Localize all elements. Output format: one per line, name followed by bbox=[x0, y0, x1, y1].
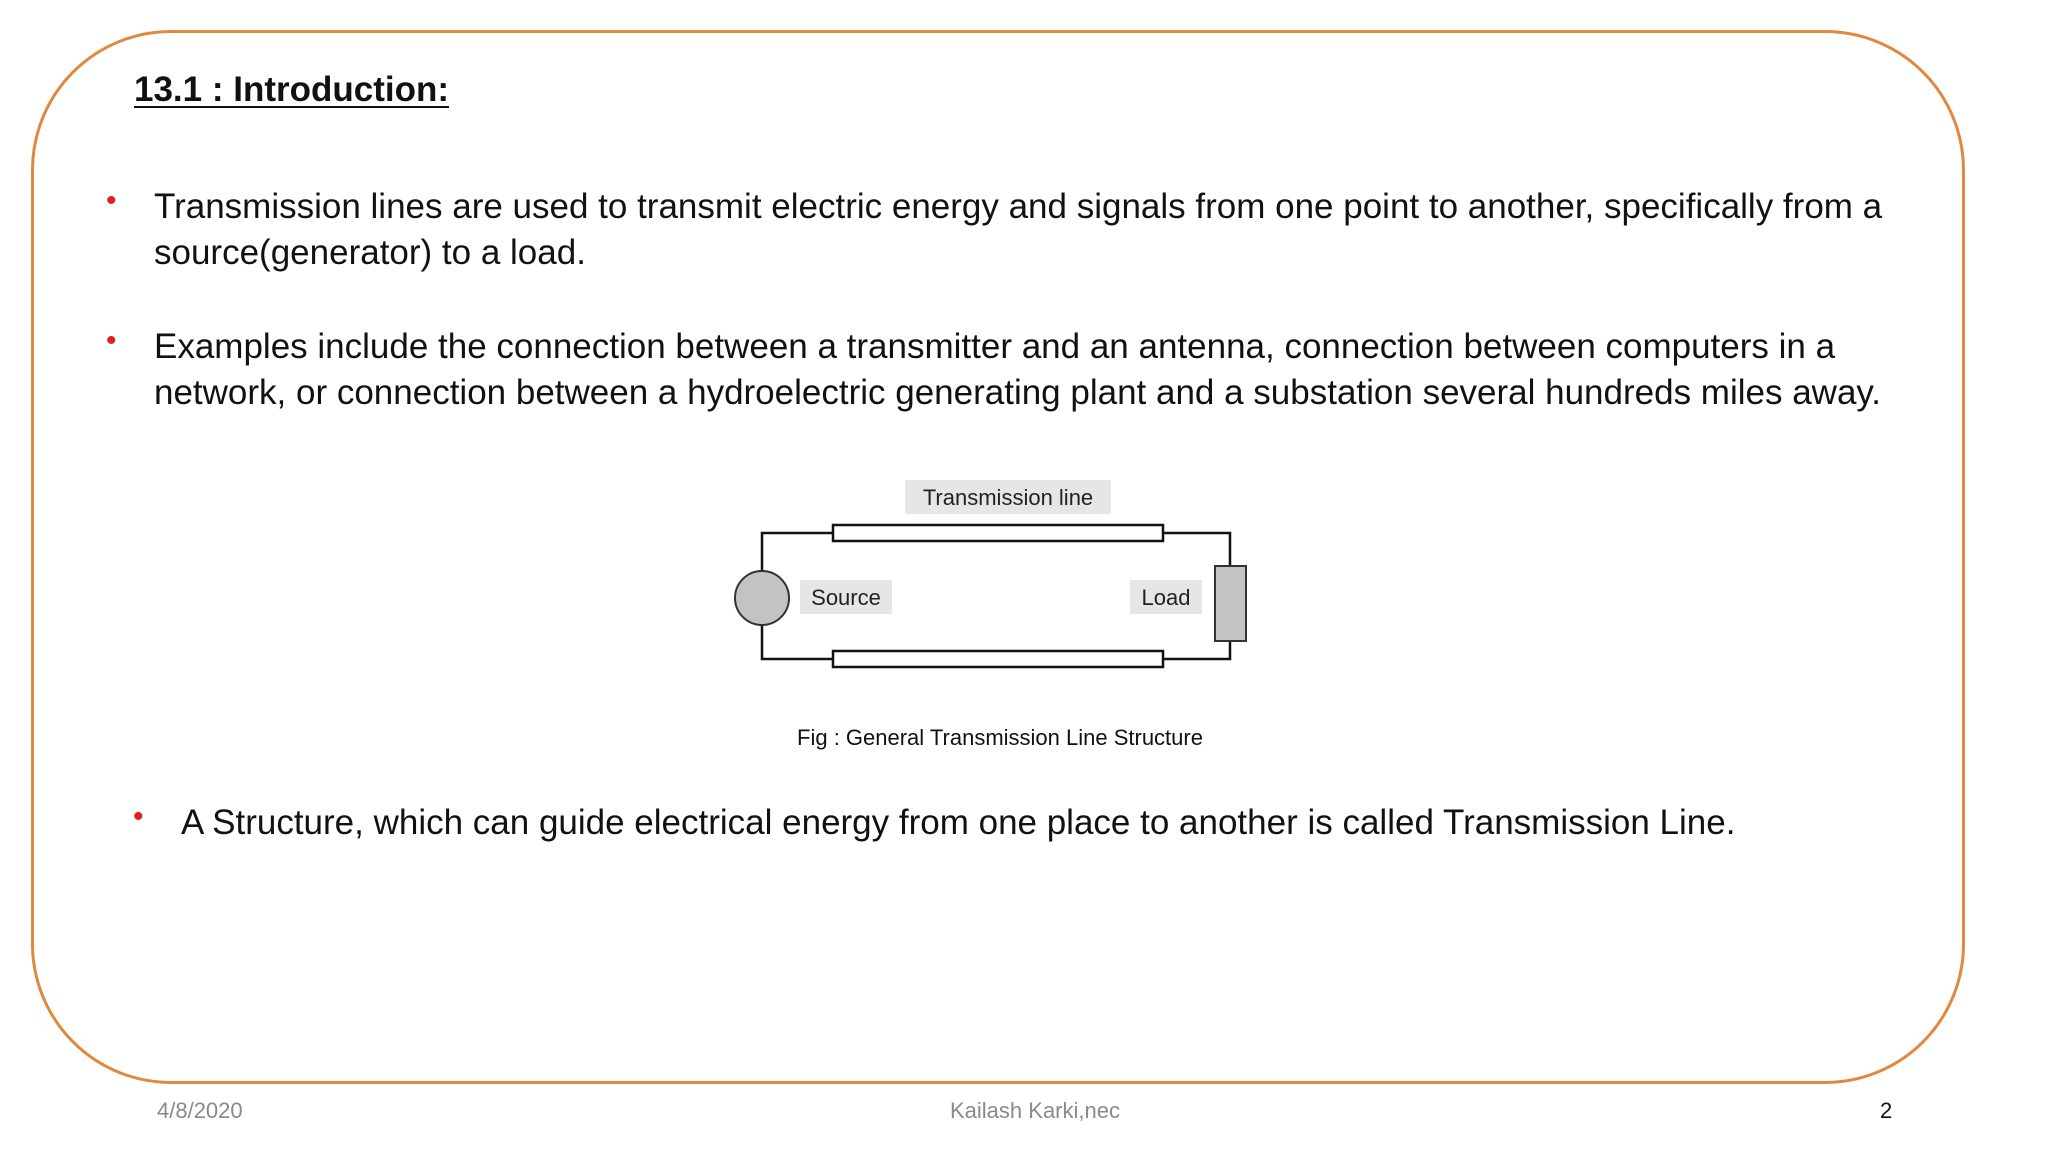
bullet-dot-icon: • bbox=[133, 800, 144, 833]
footer-page-number: 2 bbox=[1880, 1098, 1893, 1123]
bullet-dot-icon: • bbox=[106, 184, 117, 217]
top-conductor bbox=[833, 525, 1163, 541]
transmission-line-label: Transmission line bbox=[922, 485, 1094, 510]
load-wiring-bottom bbox=[1163, 641, 1230, 659]
footer-author: Kailash Karki,nec bbox=[950, 1098, 1120, 1123]
bullet-item-3 bbox=[133, 800, 1881, 846]
load-resistor-icon bbox=[1215, 566, 1246, 641]
bottom-conductor bbox=[833, 651, 1163, 667]
source-label: Source bbox=[811, 585, 881, 610]
bullet-text-2: Examples include the connection between a transmitter and an antenna, connection between computers in a network, or connection between a hydroelectric generating plant and a substation several hundreds miles away. bbox=[154, 327, 1882, 412]
bullet-dot-icon: • bbox=[106, 324, 117, 357]
source-generator-icon bbox=[735, 571, 789, 625]
slide-title: 13.1 : Introduction: bbox=[134, 70, 449, 109]
transmission-line-diagram bbox=[730, 478, 1260, 690]
bullet-text-1: Transmission lines are used to transmit electric energy and signals from one point to another, specifically from a source(generator) to a load. bbox=[154, 187, 1883, 272]
bullet-item-2 bbox=[106, 324, 1944, 416]
load-wiring bbox=[1163, 533, 1230, 566]
figure-caption: Fig : General Transmission Line Structure bbox=[797, 725, 1203, 750]
bullet-text-3: A Structure, which can guide electrical energy from one place to another is called Transmission Line. bbox=[181, 803, 1736, 842]
footer-date: 4/8/2020 bbox=[157, 1098, 243, 1123]
source-wiring-bottom bbox=[762, 625, 833, 659]
bullet-item-1 bbox=[106, 184, 1944, 276]
load-label: Load bbox=[1141, 585, 1191, 610]
source-wiring bbox=[762, 533, 833, 571]
